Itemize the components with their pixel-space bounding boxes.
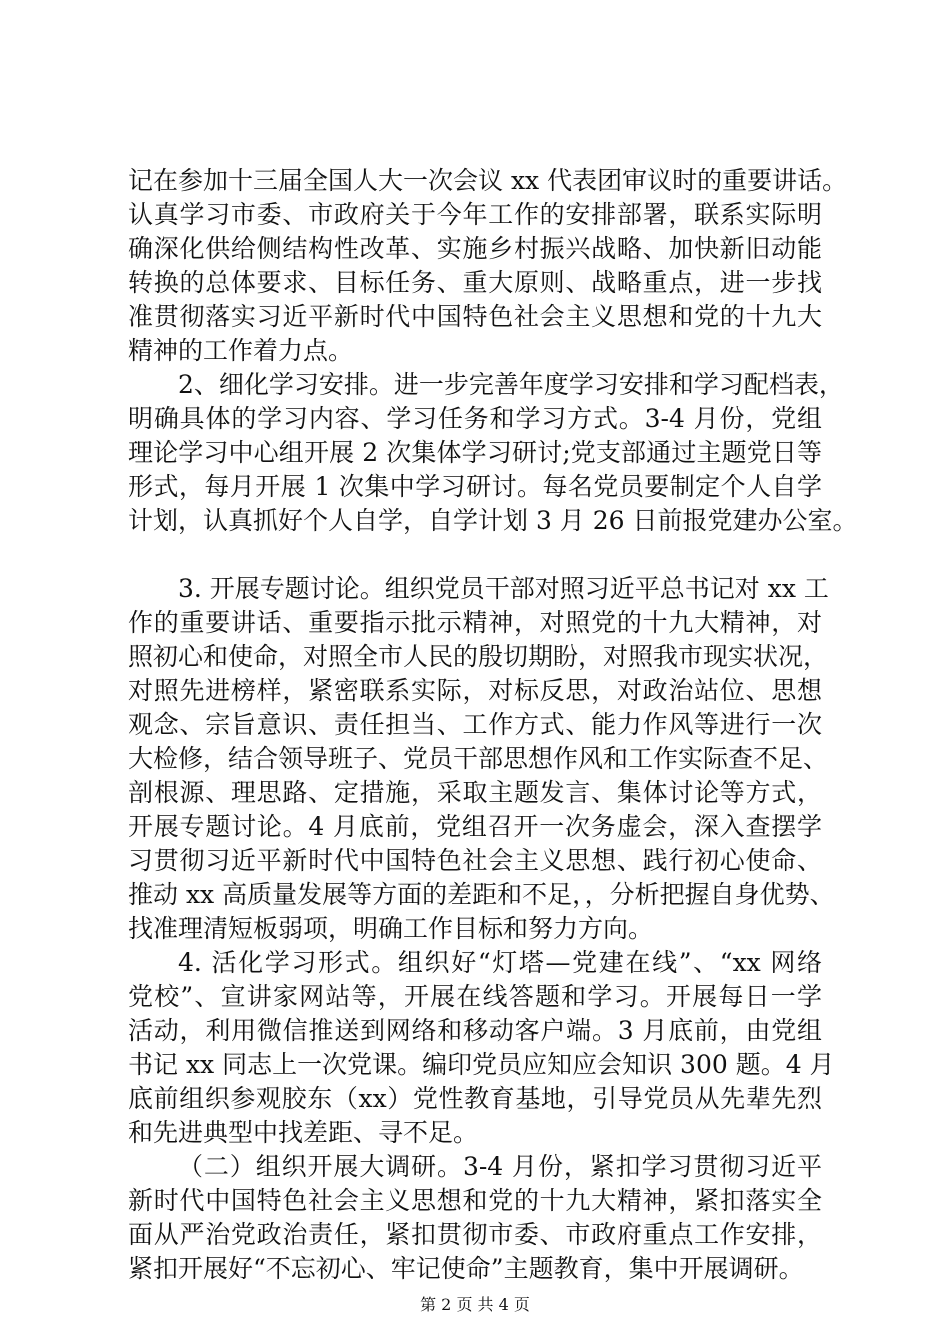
text-line: 习贯彻习近平新时代中国特色社会主义思想、践行初心使命、 xyxy=(128,846,822,875)
text-line: 4. 活化学习形式。组织好“灯塔—党建在线”、“xx 网络 xyxy=(178,948,822,977)
text-line: （二）组织开展大调研。3-4 月份，紧扣学习贯彻习近平 xyxy=(178,1152,822,1181)
text-line: 党校”、宣讲家网站等，开展在线答题和学习。开展每日一学 xyxy=(128,982,822,1011)
text-line: 和先进典型中找差距、寻不足。 xyxy=(128,1118,479,1147)
text-line: 计划，认真抓好个人自学，自学计划 3 月 26 日前报党建办公室。 xyxy=(128,506,858,535)
text-line: 大检修，结合领导班子、党员干部思想作风和工作实际查不足、 xyxy=(128,744,829,773)
text-line: 活动，利用微信推送到网络和移动客户端。3 月底前，由党组 xyxy=(128,1016,822,1045)
text-line: 新时代中国特色社会主义思想和党的十九大精神，紧扣落实全 xyxy=(128,1186,822,1215)
text-line: 认真学习市委、市政府关于今年工作的安排部署，联系实际明 xyxy=(128,200,822,229)
paragraph xyxy=(128,946,835,1150)
paragraph-gap xyxy=(128,538,822,572)
text-line: 找准理清短板弱项，明确工作目标和努力方向。 xyxy=(128,914,654,943)
text-line: 记在参加十三届全国人大一次会议 xx 代表团审议时的重要讲话。 xyxy=(128,166,848,195)
paragraph xyxy=(128,572,835,946)
text-line: 推动 xx 高质量发展等方面的差距和不足，，分析把握自身优势、 xyxy=(128,880,835,909)
text-line: 理论学习中心组开展 2 次集体学习研讨;党支部通过主题党日等 xyxy=(128,438,822,467)
text-line: 准贯彻落实习近平新时代中国特色社会主义思想和党的十九大 xyxy=(128,302,822,331)
paragraph xyxy=(128,1150,822,1286)
text-line: 书记 xx 同志上一次党课。编印党员应知应会知识 300 题。4 月 xyxy=(128,1050,835,1079)
page-footer: 第 2 页 共 4 页 xyxy=(420,1295,530,1314)
text-line: 对照先进榜样，紧密联系实际，对标反思，对政治站位、思想 xyxy=(128,676,822,705)
paragraph xyxy=(128,164,848,368)
text-line: 精神的工作着力点。 xyxy=(128,336,354,365)
text-line: 作的重要讲话、重要指示批示精神，对照党的十九大精神，对 xyxy=(128,608,822,637)
text-line: 观念、宗旨意识、责任担当、工作方式、能力作风等进行一次 xyxy=(128,710,822,739)
text-line: 转换的总体要求、目标任务、重大原则、战略重点，进一步找 xyxy=(128,268,822,297)
text-line: 3. 开展专题讨论。组织党员干部对照习近平总书记对 xx 工 xyxy=(178,574,829,603)
text-line: 紧扣开展好“不忘初心、牢记使命”主题教育，集中开展调研。 xyxy=(128,1254,804,1283)
text-line: 底前组织参观胶东（xx）党性教育基地，引导党员从先辈先烈 xyxy=(128,1084,822,1113)
text-line: 面从严治党政治责任，紧扣贯彻市委、市政府重点工作安排， xyxy=(128,1220,822,1249)
document-body xyxy=(128,164,858,1286)
paragraph xyxy=(128,368,858,538)
text-line: 明确具体的学习内容、学习任务和学习方式。3-4 月份，党组 xyxy=(128,404,822,433)
text-line: 开展专题讨论。4 月底前，党组召开一次务虚会，深入查摆学 xyxy=(128,812,822,841)
text-line: 剖根源、理思路、定措施，采取主题发言、集体讨论等方式， xyxy=(128,778,822,807)
text-line: 确深化供给侧结构性改革、实施乡村振兴战略、加快新旧动能 xyxy=(128,234,822,263)
text-line: 2、细化学习安排。进一步完善年度学习安排和学习配档表， xyxy=(178,370,844,399)
text-line: 形式，每月开展 1 次集中学习研讨。每名党员要制定个人自学 xyxy=(128,472,822,501)
text-line: 照初心和使命，对照全市人民的殷切期盼，对照我市现实状况， xyxy=(128,642,829,671)
